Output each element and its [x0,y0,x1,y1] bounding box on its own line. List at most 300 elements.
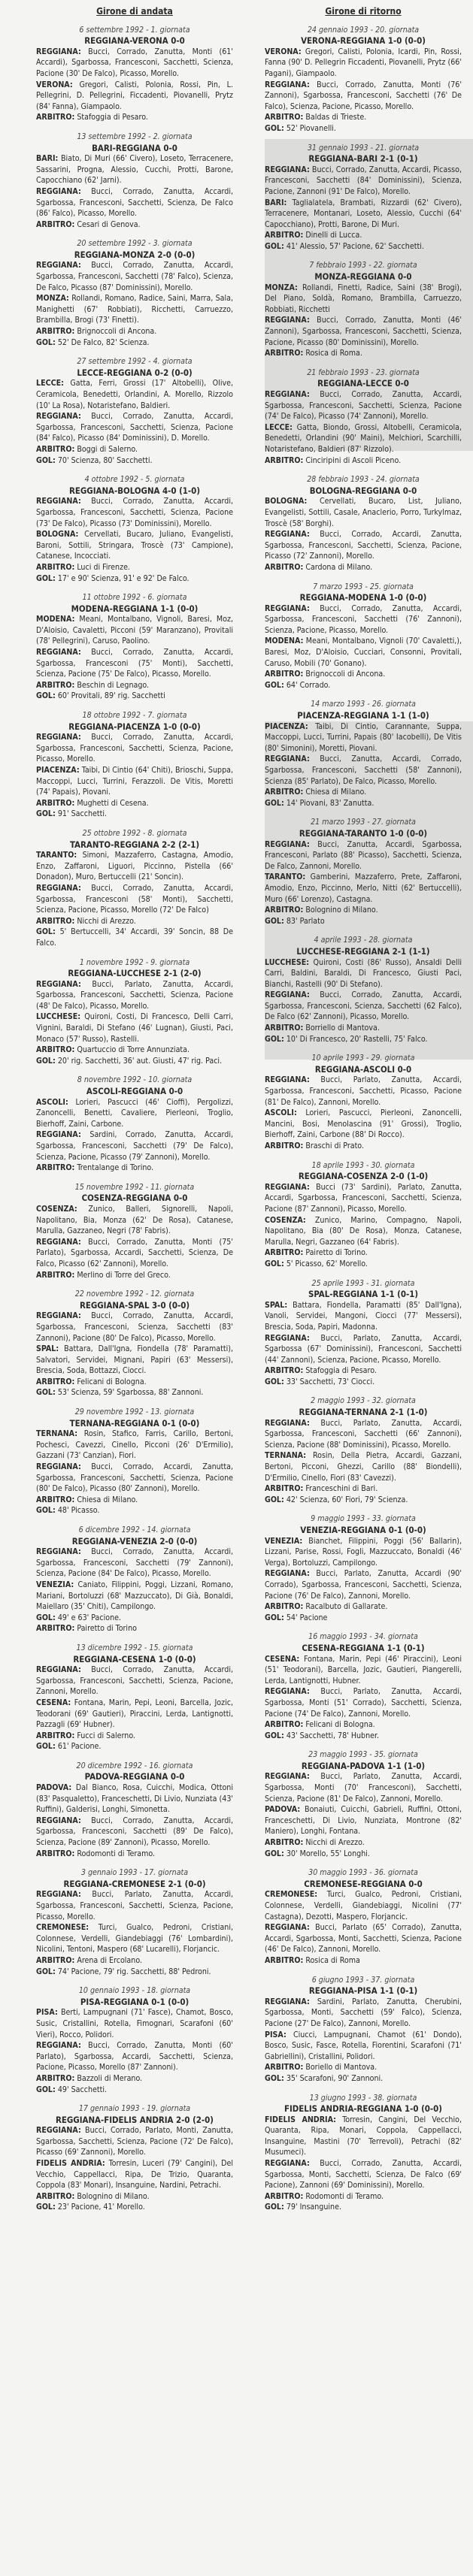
match-line [36,529,233,562]
line-label: ARBITRO: [265,906,304,915]
line-label: ARBITRO: [36,562,75,572]
match-line [36,1387,233,1398]
line-text: Nicchi di Arezzo. [77,916,136,926]
match-report [265,582,462,691]
match-line [265,1483,462,1495]
line-label: GOL: [36,2203,56,2212]
match-report [36,132,233,230]
match-line [265,1731,462,1742]
match-line [36,850,233,883]
line-text: Fontana, Marin, Pepi (46' Piraccini), Leoni (51' Teodorani), Barcella, Jozic, Gautieri, Piangerelli, Lerda, Lantignotti, Hubner. [265,1654,462,1686]
match-date: 29 novembre 1992 - 13. giornata [74,1407,195,1417]
match-line [265,1601,462,1613]
match-line [36,1849,233,1860]
line-label: ARBITRO: [36,1731,75,1740]
line-label: ARBITRO: [36,219,75,229]
line-label: REGGIANA: [265,316,310,325]
match-date: 25 ottobre 1992 - 8. giornata [82,828,187,838]
line-text: Battara, Dall'Igna, Fiondella (78' Paramatti), Salvatori, Servidei, Mignani, Papiri (63' Messersi), Brescia, Soda, Bottazzi, Ciocci. [36,1344,233,1376]
match-date: 7 marzo 1993 - 25. giornata [313,582,414,591]
line-text: Rosin, Della Pietra, Accardi, Gazzani, Bertoni, Picconi, Ghezzi, Carillo (88' Biondelli), D'Ermilio, Cinello, Fiori (83' Cavezzi). [265,1451,462,1483]
line-text: Torresin, Luceri (79' Cangini), Del Vecchio, Cappellacci, Ripa, De Trizio, Quaranta, Coppola (83' Monari), Insanguine, Nardini, Petrachi. [36,2159,233,2191]
line-label: CESENA: [265,1654,300,1664]
line-text: Bucci, Corrado, Zanutta, Accardi, Sgarbossa, Francesconi, Sacchetti (79' Zannoni), Scienza, Pacione (84' De Falco), Picasso, Morello. [36,1547,234,1579]
line-text: Beschin di Legnago. [77,680,150,690]
match-line [36,927,233,948]
line-label: REGGIANA: [265,1418,310,1428]
match-line [36,337,233,349]
match-title: LUCCHESE-REGGIANA 2-1 (1-1) [296,945,430,957]
match-title: CESENA-REGGIANA 1-1 (0-1) [302,1642,425,1653]
match-line [265,1997,462,2030]
match-line [265,754,462,787]
line-label: REGGIANA: [265,165,310,174]
line-text: Pairetto di Torino. [305,1248,368,1258]
match-line [265,1613,462,1624]
line-text: Bucci, Corrado, Zanutta, Accardi, Sgarbossa, Francesconi, Scienza, Sacchetti (83' Zannoni), Pacione (80' De Falco), Picasso, Morello. [36,1311,234,1343]
match-title: REGGIANA-BARI 2-1 (0-1) [308,153,418,165]
match-title: PISA-REGGIANA 0-1 (0-0) [80,1996,190,2007]
match-report [36,356,233,466]
line-text: 30' Morello, 55' Longhi. [286,1849,370,1858]
line-text: Berti, Lampugnani (71' Fasce), Chamot, Bosco, Susic, Cristallini, Rotella, Fimognari, Scarafoni (60' Vieri), Rocco, Polidori. [36,2008,234,2039]
match-line [265,2202,462,2213]
match-line [265,1182,462,1215]
match-date: 14 marzo 1993 - 26. giornata [311,700,416,709]
line-text: Bucci, Corrado, Zanutta, Accardi, Sgarbossa, Francesconi, Scienza, Sacchetti (62 Falco), De Falco (62' Zannoni), Picasso, Morello. [265,990,462,1022]
line-text: 48' Picasso. [57,1506,100,1516]
match-line [36,680,233,691]
line-label: TARANTO: [265,872,306,882]
match-date: 20 settembre 1992 - 3. giornata [77,239,193,249]
match-line [265,165,462,198]
match-line [265,1450,462,1483]
match-line [36,1163,233,1174]
line-label: GOL: [36,1056,56,1066]
line-text: Bolognino di Milano. [305,906,378,915]
match-title: REGGIANA-PIACENZA 1-0 (0-0) [68,721,201,732]
match-date: 27 settembre 1992 - 4. giornata [77,357,193,367]
line-text: Bucci, Zanutta, Accardi, Corrado, Sgarbossa, Francesconi, Sacchetti (58' Zannoni), Scienza (85' Parlato), De Falco, Picasso, Morello. [265,754,462,786]
line-text: 5' Picasso, 62' Morello. [286,1259,368,1268]
line-label: LUCCHESE: [36,1012,81,1022]
match-date: 13 settembre 1992 - 2. giornata [77,132,193,141]
line-text: Bucci, Corrado, Zanutta, Accardi, Sgarbossa, Francesconi, Sacchetti (76' Zannoni), Scienza, Pacione, Picasso, Morello. [265,603,462,635]
match-line [36,809,233,820]
line-text: Rosica di Roma [305,1955,360,1965]
match-line [265,2158,462,2191]
match-report [265,935,462,1045]
match-title: VENEZIA-REGGIANA 0-1 (0-0) [300,1525,426,1535]
line-label: ARBITRO: [265,349,304,358]
match-date: 24 gennaio 1993 - 20. giornata [307,25,420,35]
match-title: REGGIANA-LECCE 0-0 [317,378,409,389]
match-report [265,143,462,252]
line-text: Turci, Gualco, Pedroni, Cristiani, Colonnese, Verdelli, Giandebiaggi, Nicolini (77' Castagna), Dezotti, Maspero, Florjancic. [265,1890,462,1921]
line-label: REGGIANA: [36,1665,81,1675]
match-line [36,691,233,702]
line-text: Meani, Montalbano, Vignoli (70' Cavaletti,), Baresi, Moz, D'Aloisio, Cucciari, Consonni, Provitali, Caruso, Mobili (70' Gonano). [265,636,462,668]
line-label: ARBITRO: [36,1270,75,1280]
match-date: 3 gennaio 1993 - 17. giornata [80,1868,189,1878]
line-label: GOL: [265,2073,284,2083]
match-date: 13 dicembre 1992 - 15. giornata [76,1643,193,1652]
line-label: CESENA: [36,1698,71,1707]
line-text: Franceschini di Bari. [305,1484,378,1494]
line-label: MODENA: [36,615,75,624]
match-date: 23 maggio 1993 - 35. giornata [308,1750,418,1760]
match-report [265,1278,462,1388]
line-text: Bucci, Corrado, Zanutta, Monti (76' Zannoni), Sgarbossa, Francesconi, Sacchetti (76' De Falco), Scienza, Pacione, Picasso, Morello. [265,80,462,111]
line-label: GOL: [265,2203,284,2212]
line-label: LECCE: [36,379,64,389]
line-label: REGGIANA: [265,1687,310,1697]
line-label: ARBITRO: [265,562,304,572]
match-line [265,2062,462,2073]
match-line [36,1547,233,1580]
line-text: Dal Bianco, Rosa, Cuicchi, Modica, Ottoni (83' Pasqualetto), Franceschetti, Di Livio, Nunziata (43' Ruffini), Galderisi, Longhi, Simonetta. [36,1783,233,1815]
line-text: Rodomonti di Teramo. [77,1849,156,1858]
match-line [36,2040,233,2073]
match-line [36,1344,233,1377]
line-label: GOL: [36,1388,56,1398]
match-line [36,916,233,927]
match-line [36,732,233,765]
match-line [265,2073,462,2085]
line-label: ARBITRO: [265,670,304,679]
match-report [36,828,233,949]
line-text: 74' Pacione, 79' rig. Sacchetti, 88' Pedroni. [57,1967,211,1976]
match-line [36,1204,233,1237]
match-date: 8 novembre 1992 - 10. giornata [77,1075,193,1085]
line-text: Bucci, Corrado, Accardi, Zanutta, Sgarbossa, Francesconi, Sacchetti, Scienza, Pacione (80' De Falco), Picasso (80' Zannoni), Morello. [36,1462,234,1494]
line-text: 42' Scienza, 60' Fiori, 79' Scienza. [286,1495,408,1504]
line-label: MONZA: [265,283,298,292]
match-line [36,496,233,529]
line-label: VENEZIA: [265,1536,303,1546]
line-label: ARBITRO: [36,1955,75,1965]
line-label: ARBITRO: [265,455,304,465]
match-date: 7 febbraio 1993 - 22. giornata [309,261,417,271]
match-line [265,1300,462,1333]
match-date: 1 novembre 1992 - 9. giornata [79,957,190,967]
match-line [36,153,233,186]
line-label: GOL: [265,123,284,133]
match-line [36,219,233,231]
match-line [265,957,462,990]
match-line [36,1045,233,1056]
line-label: GOL: [36,1613,56,1622]
match-report [265,1395,462,1505]
line-label: GOL: [265,916,284,926]
match-date: 10 gennaio 1993 - 18. giornata [78,1986,191,1996]
line-label: GOL: [265,241,284,251]
line-label: ARBITRO: [36,680,75,690]
line-text: Quironi, Costi, Di Francesco, Delli Carri, Vignini, Baraldi, Di Stefano (46' Lugnan), Giusti, Paci, Monaco (57' Russo), Rastelli. [36,1012,234,1044]
line-text: 20' rig. Sacchetti, 36' aut. Giusti, 47' rig. Paci. [57,1056,223,1066]
match-line [36,411,233,444]
line-label: ASCOLI: [265,1108,297,1118]
line-label: BOLOGNA: [36,530,79,540]
line-label: BARI: [265,198,287,207]
match-line [36,1698,233,1731]
line-label: REGGIANA: [36,883,81,893]
match-line [36,979,233,1012]
match-date: 28 febbraio 1993 - 24. giornata [307,475,420,485]
line-text: 52' De Falco, 82' Scienza. [57,337,150,347]
match-line [265,496,462,529]
match-title: REGGIANA-SPAL 3-0 (0-0) [79,1299,190,1311]
match-line [36,1922,233,1955]
match-title: REGGIANA-PISA 1-1 (0-1) [308,1985,418,1997]
match-title: REGGIANA-ASCOLI 0-0 [314,1063,412,1075]
match-line [265,2115,462,2158]
match-report [265,1631,462,1741]
line-text: 53' Scienza, 59' Sgarbossa, 88' Zannoni. [57,1388,204,1398]
line-text: Chiesa di Milano. [305,788,367,797]
line-label: COSENZA: [36,1204,77,1214]
match-line [36,1613,233,1624]
match-line [36,378,233,411]
line-text: Cinciripini di Ascoli Piceno. [305,455,402,465]
line-label: BARI: [36,154,59,164]
line-label: PISA: [265,2030,287,2039]
match-line [265,1922,462,1955]
line-text: Felicani di Bologna. [77,1377,147,1386]
match-title: CREMONESE-REGGIANA 0-0 [304,1878,423,1889]
match-date: 15 novembre 1992 - 11. giornata [74,1182,195,1192]
line-text: Brignoccoli di Ancona. [305,670,386,679]
match-date: 6 dicembre 1992 - 14. giornata [78,1525,191,1534]
line-text: Brignoccoli di Ancona. [77,327,157,337]
match-title: MODENA-REGGIANA 1-1 (0-0) [71,603,199,614]
match-line [265,389,462,422]
line-label: REGGIANA: [265,1333,310,1343]
match-line [36,2158,233,2191]
match-report [36,25,233,123]
line-label: LUCCHESE: [265,957,310,967]
match-line [36,798,233,809]
match-line [36,1731,233,1742]
match-report [36,1867,233,1977]
line-text: Cesari di Genova. [77,219,141,229]
match-line [36,1056,233,1067]
line-text: 54' Pacione [286,1613,328,1622]
line-text: Sardini, Parlato, Zanutta, Cherubini, Sgarbossa, Monti, Sacchetti (59' Falco), Scienza, Pacione (27' De Falco), Zannoni, Morello. [265,1997,462,2028]
section-heading: Girone di ritorno [325,6,402,17]
match-line [265,1333,462,1366]
line-label: REGGIANA: [36,979,81,989]
line-label: ARBITRO: [265,2191,304,2201]
line-text: 23' Pacione, 41' Morello. [57,2203,145,2212]
line-text: Bucci, Corrado, Zanutta, Monti (46' Zannoni), Sgarbossa, Francesconi, Sacchetti, Scienza, Pacione, Picasso (80' Dominissini), Morello. [265,316,462,347]
line-text: Bianchet, Filippini, Poggi (56' Ballarin), Lizzani, Parise, Rossi, Fogli, Mazzuccato, Bonaldi (46' Verga), Bortoluzzi, Campilongo. [265,1536,462,1568]
line-label: REGGIANA: [36,1816,81,1825]
line-label: ARBITRO: [36,1849,75,1858]
line-text: Fontana, Marin, Pepi, Leoni, Barcella, Jozic, Teodorani (69' Gautieri), Piraccini, Lerda, Lantignotti, Pazzagli (69' Hubner). [36,1698,234,1730]
match-line [265,1771,462,1804]
match-line [36,1097,233,1130]
match-report [265,1867,462,1966]
line-label: ARBITRO: [265,2063,304,2073]
line-text: 5' Bertuccelli, 34' Accardi, 39' Soncin, 88 De Falco. [36,927,233,948]
line-label: GOL: [36,1967,56,1976]
line-label: REGGIANA: [36,648,81,658]
line-label: ARBITRO: [265,1955,304,1965]
match-line [265,905,462,916]
line-label: REGGIANA: [36,1237,81,1247]
line-label: ARBITRO: [36,1045,75,1055]
match-date: 21 febbraio 1993 - 23. giornata [307,367,420,377]
match-line [36,2125,233,2158]
line-text: 70' Scienza, 80' Sacchetti. [57,455,153,465]
line-text: 35' Scarafoni, 90' Zannoni. [286,2073,384,2083]
line-label: REGGIANA: [36,412,81,422]
match-line [36,1816,233,1849]
line-text: Bucci, Corrado, Zanutta, Accardi, Sgarbossa, Francesconi (75' Monti), Sacchetti, Scienza, Pacione (75' De Falco), Picasso, Morello. [36,648,234,679]
match-line [265,1034,462,1045]
match-line [265,1837,462,1849]
line-label: REGGIANA: [36,733,81,742]
match-line [36,444,233,455]
line-text: 83' Parlato [286,916,325,926]
match-title: REGGIANA-VERONA 0-0 [84,35,185,47]
line-text: 33' Sacchetti, 73' Ciocci. [286,1377,375,1386]
match-title: TARANTO-REGGIANA 2-2 (2-1) [69,839,200,850]
line-text: Racalbuto di Gallarate. [305,1602,388,1612]
match-title: COSENZA-REGGIANA 0-0 [81,1193,188,1204]
line-text: Bucci, Corrado, Zanutta, Monti (60' Parlato), Sgarbossa, Accardi, Sacchetti, Scienza, Pacione, Picasso, Morello (87' Zannoni). [36,2041,233,2073]
line-label: ARBITRO: [265,788,304,797]
match-report [36,957,233,1067]
match-line [36,1505,233,1516]
line-label: PIACENZA: [36,766,80,775]
line-label: GOL: [265,1495,284,1504]
match-date: 18 aprile 1993 - 30. giornata [311,1160,415,1170]
line-text: Taibi, Di Cintio (64' Chiti), Brioschi, Suppa, Maccoppi, Lucci, Turrini, Ferazzoli. De Vitis, Moretti (74' Papais), Piovani. [36,766,233,797]
line-text: Bucci, Corrado, Zanutta, Accardi, Sgarbossa, Francesconi, Sacchetti, Scienza, Pacione, Zannoni, Morello. [36,1665,234,1697]
line-label: PIACENZA: [265,721,308,731]
match-date: 2 maggio 1993 - 32. giornata [311,1396,416,1406]
line-text: Bucci, Parlato, Zanutta, Accardi, Sgarbossa, Monti (51' Corrado), Sacchetti, Scienza, Pacione (74' De Falco), Zannoni, Morello. [265,1687,462,1719]
line-text: Bucci, Parlato, Zanutta, Accardi, Sgarbossa, Francesconi, Sacchetti, Scienza, Pacione (48' De Falco), Picasso, Morello. [36,979,233,1011]
match-report [265,2093,462,2214]
match-title: PADOVA-REGGIANA 0-0 [84,1771,185,1782]
line-label: ARBITRO: [36,2073,75,2083]
match-line [36,573,233,585]
line-label: GOL: [36,455,56,465]
line-label: GOL: [265,798,284,808]
line-text: Taibi, Di Cintio, Carannante, Suppa, Maccoppi, Lucci, Turrini, Papais (80' Iacobelli), De Vitis (80' Simonini), Moretti, Piovani. [265,721,462,753]
match-line [265,2030,462,2063]
line-text: Cardona di Milano. [305,562,373,572]
line-text: Mughetti di Cesena. [77,798,149,808]
match-line [36,1623,233,1634]
line-text: Bazzoli di Merano. [77,2073,143,2083]
line-label: FIDELIS ANDRIA: [36,2159,105,2169]
match-line [265,422,462,455]
line-label: PISA: [36,2008,58,2018]
line-text: 14' Piovani, 83' Zanutta. [286,798,374,808]
match-date: 6 settembre 1992 - 1. giornata [79,25,190,35]
match-line [36,1011,233,1045]
line-text: Taglialatela, Brambati, Rizzardi (62' Civero), Terracenere, Montanari, Loseto, Alessio, Cucchi (64' Capocchiano), Protti, Barone, Di Muri. [265,198,462,229]
line-label: REGGIANA: [265,754,310,764]
line-text: Bucci, Parlato, Zanutta, Accardi, Sgarbossa, Monti (70' Francesconi), Sacchetti, Scienza, Pacione (81' De Falco), Zannoni, Morello. [265,1772,462,1804]
line-text: Bucci, Corrado, Zanutta, Accardi, Sgarbossa, Francesconi, Sacchetti, Scienza, Pacione, Picasso, Morello. [36,733,234,764]
match-line [265,1955,462,1967]
line-label: GOL: [265,1613,284,1622]
line-text: Dinelli di Lucca. [305,231,362,240]
line-text: Cervellati, Bucaro, Juliano, Evangelisti, Baroni, Sottili, Stringara, Troscè (73' Campione), Catanese, Incocciati. [36,530,233,561]
match-report [36,238,233,348]
line-text: Quartuccio di Torre Annunziata. [77,1045,190,1055]
match-line [265,1654,462,1687]
match-report [265,699,462,809]
match-report [265,1053,462,1151]
match-report [36,1182,233,1280]
line-label: ARBITRO: [265,1248,304,1258]
line-label: ARBITRO: [265,231,304,240]
match-date: 25 aprile 1993 - 31. giornata [311,1278,415,1288]
line-label: FIDELIS ANDRIA: [265,2115,336,2124]
line-text: Torresin, Cangini, Del Vecchio, Quaranta, Ripa, Monari, Coppola, Cappellacci, Insanguine, Mastini (70' Terrevoli), Petrachi (82' Musumeci). [265,2115,462,2157]
line-label: REGGIANA: [265,530,310,540]
match-line [265,916,462,927]
line-text: Quironi, Costi (86' Russo), Ansaldi Delli Carri, Baldini, Baraldi, Di Francesco, Giusti Paci, Bianchi, Rastelli (90' Di Stefano). [265,957,462,989]
match-report [36,474,233,584]
line-text: Arena di Ercolano. [77,1955,142,1965]
match-title: LECCE-REGGIANA 0-2 (0-0) [77,367,193,378]
line-text: Bucci, Corrado, Zanutta, Accardi, Picasso, Francesconi, Sacchetti (84' Dominissini), Scienza, Pacione, Zannoni (91' De Falco), Morello. [265,165,462,196]
line-label: REGGIANA: [265,1075,310,1085]
line-text: Bucci, Corrado, Accardi, Zanutta, Sgarbossa, Francesconi, Sacchetti, Scienza, Pacione, Picasso (72' Zannoni), Morello. [265,530,462,561]
match-date: 6 giugno 1993 - 37. giornata [311,1975,415,1985]
match-date: 20 dicembre 1992 - 16. giornata [76,1761,193,1770]
match-title: FIDELIS ANDRIA-REGGIANA 1-0 (0-0) [283,2103,442,2115]
match-title: REGGIANA-MONZA 2-0 (0-0) [74,249,196,260]
match-line [265,1889,462,1922]
match-line [265,1215,462,1248]
line-label: PADOVA: [265,1805,301,1815]
match-line [36,1889,233,1922]
match-date: 4 ottobre 1992 - 5. giornata [84,475,185,485]
match-title: REGGIANA-CREMONESE 2-1 (0-0) [63,1878,206,1889]
line-text: Braschi di Prato. [305,1141,364,1150]
line-label: ARBITRO: [36,1624,75,1634]
line-text: Meani, Montalbano, Vignoli, Baresi, Moz, D'Aloisio, Cavaletti, Picconi (59' Maranzano), Provitali (78' Pellegrini), Caruso, Paolino. [36,615,233,646]
match-line [265,787,462,798]
match-title: REGGIANA-FIDELIS ANDRIA 2-0 (2-0) [55,2114,214,2125]
match-date: 13 giugno 1993 - 38. giornata [309,2093,417,2103]
match-report [36,1525,233,1634]
line-text: Nicchi di Arezzo. [305,1838,365,1848]
match-date: 10 aprile 1993 - 29. giornata [311,1054,415,1063]
match-title: REGGIANA-TERNANA 2-1 (1-0) [299,1407,428,1418]
line-text: Rollandi, Romano, Radice, Saini, Marra, Sala, Manighetti (67' Robbiati), Ricchetti, Carruezzo, Brambilla, Brogi (73' Finetti). [36,294,233,325]
line-text: Bucci, Corrado, Zanutta, Accardi, Sgarbossa, Monti, Sacchetti, Scienza, De Falco (69' Pacione), Zannoni (69' Dominissini), Morello. [265,2159,462,2191]
match-line [265,839,462,872]
match-date: 21 marzo 1993 - 27. giornata [311,818,416,827]
match-line [265,198,462,231]
match-report [265,1975,462,2085]
line-label: GOL: [36,1742,56,1752]
match-line [265,2191,462,2203]
line-text: Fucci di Salerno. [77,1731,135,1740]
line-text: Boggi di Salerno. [77,444,138,454]
match-line [265,872,462,905]
line-label: REGGIANA: [36,497,81,506]
